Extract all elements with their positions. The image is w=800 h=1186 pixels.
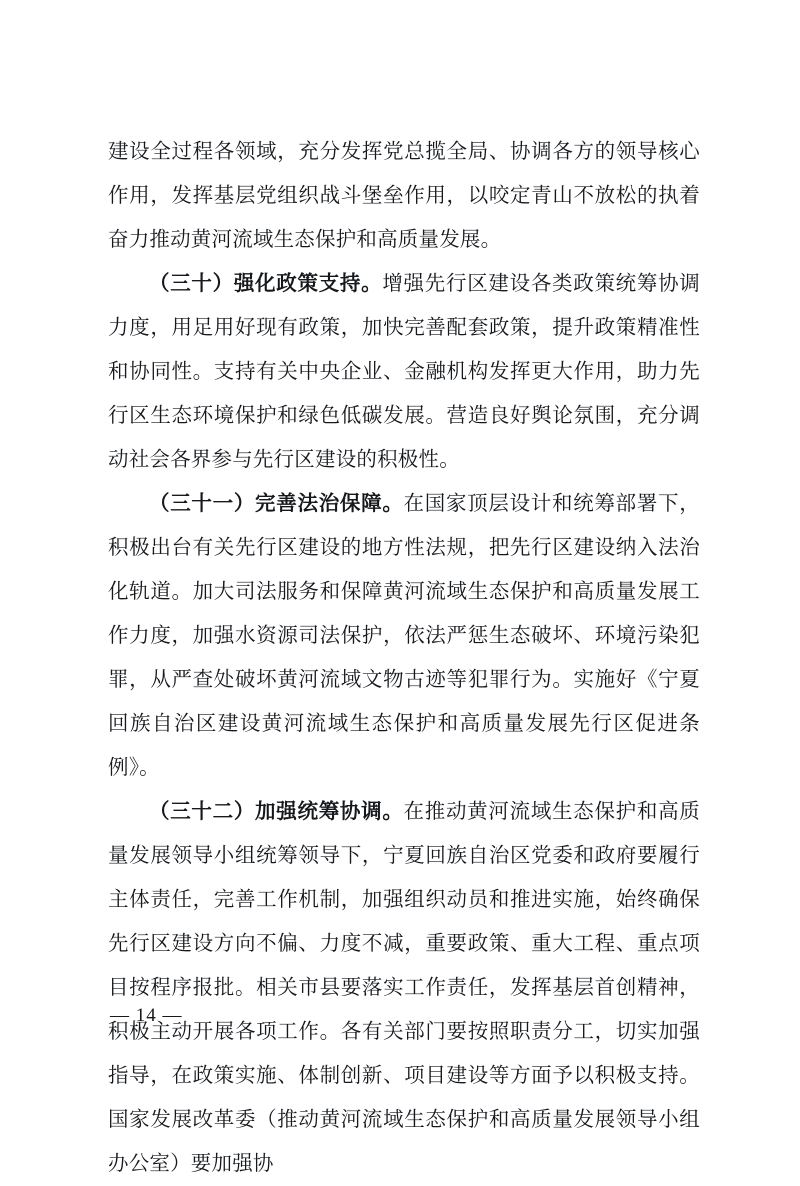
paragraph-item-30 — [108, 262, 700, 482]
paragraph-item-31 — [108, 482, 700, 790]
paragraph-text: 建设全过程各领域，充分发挥党总揽全局、协调各方的领导核心作用，发挥基层党组织战斗堡垒作用，以咬定青山不放松的执着奋力推动黄河流域生态保护和高质量发展。 — [108, 141, 700, 251]
paragraph-lead-32: （三十二）加强统筹协调。 — [149, 801, 404, 823]
paragraph-item-32 — [108, 790, 700, 1186]
document-body — [108, 130, 700, 1186]
paragraph-lead-31: （三十一）完善法治保障。 — [149, 493, 404, 515]
paragraph-text-32: 在推动黄河流域生态保护和高质量发展领导小组统筹领导下，宁夏回族自治区党委和政府要履行主体责任，完善工作机制，加强组织动员和推进实施，始终确保先行区建设方向不偏、力度不减，重要政策、重大工程、重点项目按程序报批。相关市县要落实工作责任，发挥基层首创精神，积极主动开展各项工作。各有关部门要按照职责分工，切实加强指导，在政策实施、体制创新、项目建设等方面予以积极支持。国家发展改革委（推动黄河流域生态保护和高质量发展领导小组办公室）要加强协 — [108, 801, 700, 1175]
paragraph-text-31: 在国家顶层设计和统筹部署下，积极出台有关先行区建设的地方性法规，把先行区建设纳入法治化轨道。加大司法服务和保障黄河流域生态保护和高质量发展工作力度，加强水资源司法保护，依法严惩生态破坏、环境污染犯罪，从严查处破坏黄河流域文物古迹等犯罪行为。实施好《宁夏回族自治区建设黄河流域生态保护和高质量发展先行区促进条例》。 — [108, 493, 700, 779]
page-footer — [108, 1005, 700, 1027]
page-number: — 14 — — [110, 1005, 183, 1026]
paragraph-lead-30: （三十）强化政策支持。 — [149, 273, 383, 295]
paragraph-continued — [108, 130, 700, 262]
paragraph-text-30: 增强先行区建设各类政策统筹协调力度，用足用好现有政策，加快完善配套政策，提升政策精准性和协同性。支持有关中央企业、金融机构发挥更大作用，助力先行区生态环境保护和绿色低碳发展。营造良好舆论氛围，充分调动社会各界参与先行区建设的积极性。 — [108, 273, 701, 471]
